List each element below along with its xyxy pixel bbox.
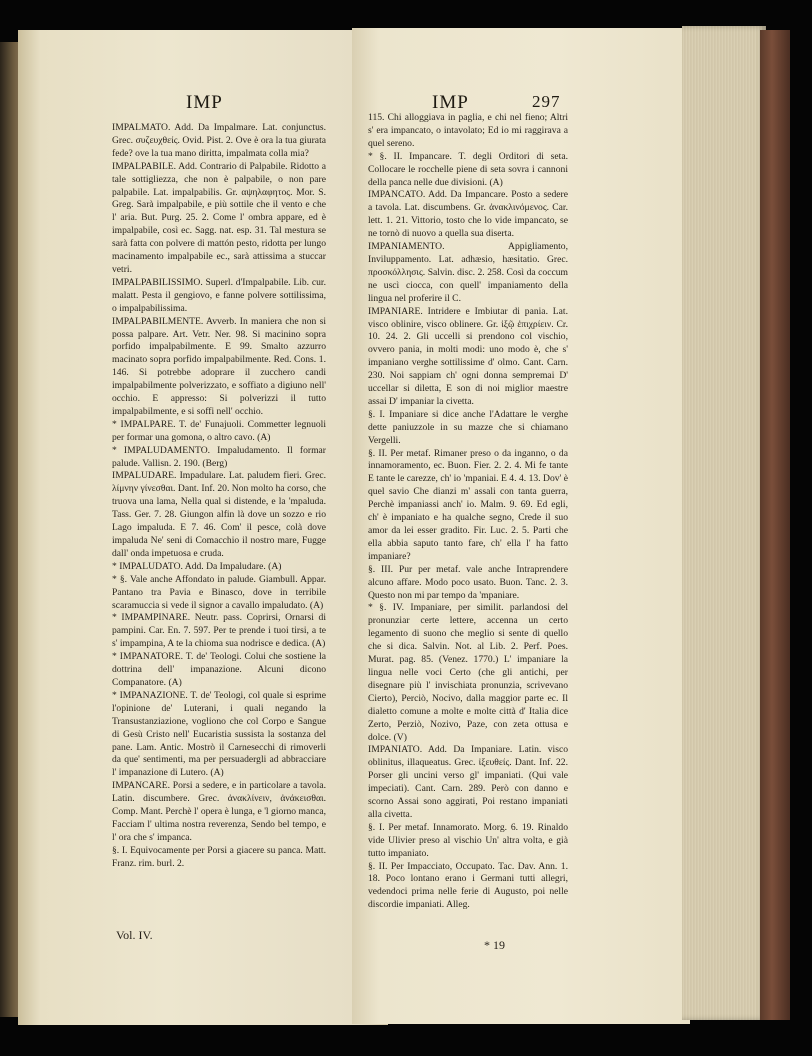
dictionary-entry: * IMPALUDATO. Add. Da Impaludare. (A) — [112, 560, 282, 572]
dictionary-entry: * IMPAMPINARE. Neutr. pass. Coprirsi, Ornarsi di pampini. Car. En. 7. 597. Per te prende i tuoi tirsi, a te s' impampina, A te la chioma sua nodrisce e dedica. (A) — [112, 612, 326, 650]
dictionary-entry: §. II. Per metaf. Rimaner preso o da inganno, o da innamoramento, ec. Buon. Fier. 2. 2. 4. Mi fe tante E tante le carezze, ch' io 'mpaniai. E 4. 4. 13. Dov' è quel savio Che dianzi m' assali con tanta guerra, Perchè impaniassi anch' io. Malm. 9. 69. Ed egli, ch' è impaniato e ha qualche segno, Crede il suo amor da lei esser gradito. Fir. Luc. 2. 5. Parti che ella abbia saputo tanto fare, ch' ella l' ha fatto impaniare? — [368, 447, 568, 562]
dictionary-entry: §. I. Impaniare si dice anche l'Adattare le verghe dette paniuzzole in su mazze che si chiamano Vergelli. — [368, 408, 568, 446]
signature-mark: * 19 — [484, 938, 505, 952]
dictionary-entry: * IMPANAZIONE. T. de' Teologi, col quale si esprime l'opinione de' Luterani, i quali negando la Transustanziazione, vogliono che col Corpo e Sangue di Gesù Cristo nell' Eucaristia sussista la sostanza del pane. Lam. Antic. Mostrò il Carnesecchi di rimoverli da que' sentimenti, ma per persuadergli ad abbracciare l' impanazione di Lutero. (A) — [112, 689, 326, 779]
dictionary-entry: * IMPANATORE. T. de' Teologi. Colui che sostiene la dottrina dell' impanazione. Alcuni dicono Companatore. (A) — [112, 651, 326, 688]
dictionary-entry: IMPANIAMENTO. Appigliamento, Inviluppamento. Lat. adhæsio, hæsitatio. Grec. προσκόλλησις. Salvin. disc. 2. 258. Così da coccum ne uscì ciocca, con quell' impaniamento della lingua nel proferire il C. — [368, 241, 568, 304]
dictionary-entry: * §. Vale anche Affondato in palude. Giambull. Appar. Pantano tra Pavia e Binasco, dove in terribile scaramuccia si vede il signor a cavallo impaludato. (A) — [112, 573, 326, 611]
right-text-column — [368, 112, 568, 940]
dictionary-entry: * IMPALUDAMENTO. Impaludamento. Il formar palude. Vallisn. 2. 190. (Berg) — [112, 444, 326, 469]
dictionary-entry: §. I. Equivocamente per Porsi a giacere su panca. Matt. Franz. rim. burl. 2. — [112, 844, 326, 869]
dictionary-entry: * §. II. Impancare. T. degli Orditori di seta. Collocare le rocchelle piene di seta sovra i cannoni della panca nelle due divisioni. (A) — [368, 150, 568, 188]
volume-label: Vol. IV. — [116, 928, 153, 942]
page-block-edges — [682, 26, 766, 1020]
right-running-header: IMP — [432, 92, 469, 113]
dictionary-entry: §. I. Per metaf. Innamorato. Morg. 6. 19. Rinaldo vide Ulivier preso al vischio Un' altra volta, e già tutto impaniato. — [368, 821, 568, 859]
dictionary-entry: IMPALPABILE. Add. Contrario di Palpabile. Ridotto a tale sottigliezza, che non è palpabile, o non pare palpabile. Lat. impalpabilis. Gr. αψηλαφητος. Mor. S. Greg. Sarà impalpabile, e più sottile che il vento e che l' aria. But. Purg. 25. 2. Come l' ombra appare, ed è impalpabile, così ec. Sagg. nat. esp. 31. Tal mestura se sarà fatta con polvere di mattón pesto, ridotta per lungo macinamento impalpabile ec., sarà attissima a stuccar vetri. — [112, 160, 326, 275]
dictionary-entry: §. III. Pur per metaf. vale anche Intraprendere alcuno affare. Modo poco usato. Buon. Tanc. 2. 3. Questo non mi par tempo da 'mpaniare. — [368, 563, 568, 601]
page-number: 297 — [532, 92, 561, 111]
dictionary-entry: IMPANCARE. Porsi a sedere, e in particolare a tavola. Latin. discumbere. Grec. ἀνακλίνειν, ἀνάκεισθαι. Comp. Mant. Perchè l' opera è lunga, e 'l giorno manca, Facciam l' ultima nostra reverenza, Sendo bel tempo, e l' ora che s' impanca. — [112, 780, 326, 843]
dictionary-entry: IMPALMATO. Add. Da Impalmare. Lat. conjunctus. Grec. συζευχθείς. Ovid. Pist. 2. Ove è ora la tua giurata fede? ove la tua mano diritta, impalmata colla mia? — [112, 122, 326, 159]
dictionary-entry: IMPANIARE. Intridere e Imbiutar di pania. Lat. visco oblinire, visco oblinere. Gr. ἰξῷ ἐπιχρίειν. Cr. 10. 24. 2. Gli uccelli si prendono col vischio, ovvero pania, in molti modi: uno modo è, che s' impaniano verghe sottilissime d' olmo. Cant. Carn. 230. Noi sappiam ch' ogni donna sempremai D' uccellar si diletta, E son di noi miglior maestre assai D' impaniar la civetta. — [368, 305, 568, 407]
dictionary-entry: IMPANIATO. Add. Da Impaniare. Latin. visco oblinitus, illaqueatus. Grec. ἰξευθείς. Dant. Inf. 22. Porser gli uncini verso gl' impaniati. (Qui vale impeciati). Cant. Carn. 289. Però con danno e scorno Assai sono aggirati, Poi restano impaniati alla civetta. — [368, 744, 568, 820]
dictionary-entry: * IMPALPARE. T. de' Funajuoli. Commetter legnuoli per formar una gomona, o altro cavo. (A) — [112, 418, 326, 443]
left-text-column — [112, 122, 326, 922]
dictionary-entry: IMPALUDARE. Impadulare. Lat. paludem fieri. Grec. λίμνην γίνεσθαι. Dant. Inf. 20. Non molto ha corso, che truova una lama, Nella qual si distende, e la 'mpaluda. Tass. Ger. 7. 28. Giungon alfin là dove un sozzo e rio Lago impaluda. E 7. 46. Com' il pesce, colà dove impaluda Ne' seni di Comacchio il nostro mare, Fugge dall' onda impetuosa e cruda. — [112, 470, 326, 559]
right-cover — [760, 30, 790, 1020]
dictionary-entry: IMPANCATO. Add. Da Impancare. Posto a sedere a tavola. Lat. discumbens. Gr. ἀνακλινόμενος. Car. lett. 1. 21. Vittorio, tosto che lo vide impancato, se ne tornò di nuovo a quella sua diserta. — [368, 189, 568, 240]
dictionary-entry: 115. Chi alloggiava in paglia, e chi nel fieno; Altri s' era impancato, o intavolato; Ed io mi raggirava a quel sereno. — [368, 112, 568, 149]
dictionary-entry: * §. IV. Impaniare, per similit. parlandosi del pronunziar certe lettere, accenna un certo legamento di suono che meglio si sente di quello che si dica. Salvin. Not. al Lib. 2. Perf. Poes. Murat. pag. 85. (Venez. 1770.) L' impaniare la lingua nelle voci Certo (che gli antichi, per disegnare più l' invischiata pronunzia, scrivevano Cierto), Perciò, Nocivo, dalla maggior parte ec. Il dialetto comune a molte e molte città d' Italia dice Zerto, Perziò, Nozivo, Paze, con zeta ottusa e dolce. (V) — [368, 602, 568, 743]
dictionary-entry: §. II. Per Impacciato, Occupato. Tac. Dav. Ann. 1. 18. Poco lontano erano i Germani tutti allegri, vedendoci prima nelle ferie di Augusto, poi nelle discordie impaniati. Alleg. — [368, 860, 568, 911]
left-running-header: IMP — [186, 92, 223, 113]
dictionary-entry: IMPALPABILMENTE. Avverb. In maniera che non si possa palpare. Art. Vetr. Ner. 98. Si macinino sopra porfido impalpabilmente. E 99. Smalto azzurro macinato sopra porfido impalpabilmente. Red. Cons. 1. 146. Si potrebbe adoprare il zucchero candi impalpabilmente polverizzato, e soffiato a digiuno nell' occhio. E appresso: Si polverizzi il tutto impalpabilmente, e si soffi nell' occhio. — [112, 315, 326, 417]
dictionary-entry: IMPALPABILISSIMO. Superl. d'Impalpabile. Lib. cur. malatt. Pesta il gengiovo, e fanne polvere sottilissima, o impalpabilissima. — [112, 276, 326, 314]
